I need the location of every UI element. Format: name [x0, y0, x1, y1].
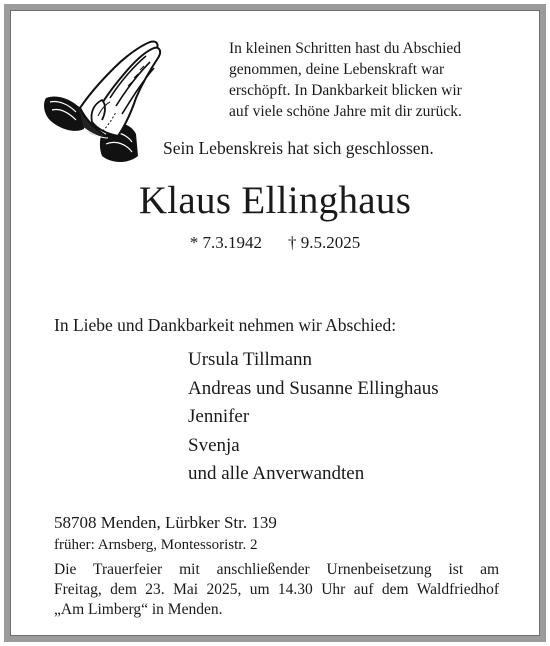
- verse-line: auf viele schöne Jahre mit dir zurück.: [229, 103, 462, 120]
- mourner-name: Svenja: [188, 434, 240, 456]
- memorial-verse: [229, 38, 519, 122]
- funeral-service-notice: [54, 560, 499, 620]
- death-date: † 9.5.2025: [288, 233, 361, 252]
- mourner-name: und alle Anverwandten: [188, 463, 365, 484]
- birth-date: * 7.3.1942: [189, 233, 262, 252]
- mourner-name: Jennifer: [188, 406, 250, 427]
- verse-line: In kleinen Schritten hast du Abschied: [229, 40, 462, 57]
- service-line: „Am Limberg“ in Menden.: [54, 601, 223, 618]
- mourners-list: [188, 346, 439, 489]
- service-line: Die Trauerfeier mit anschließender Urnenbeisetzung ist am: [54, 561, 499, 578]
- mourner-name: Andreas und Susanne Ellinghaus: [188, 377, 439, 399]
- life-dates: [0, 233, 550, 253]
- praying-hands-icon: [40, 38, 166, 168]
- former-address: früher: Arnsberg, Montessoristr. 2: [54, 537, 258, 553]
- deceased-name: Klaus Ellinghaus: [138, 179, 412, 222]
- life-circle-text: Sein Lebenskreis hat sich geschlossen.: [163, 138, 434, 158]
- service-line: Freitag, dem 23. Mai 2025, um 14.30 Uhr auf dem Waldfriedhof: [54, 581, 499, 598]
- mourner-name: Ursula Tillmann: [188, 349, 313, 370]
- verse-line: erschöpft. In Dankbarkeit blicken wir: [229, 82, 462, 99]
- family-address: 58708 Menden, Lürbker Str. 139: [54, 513, 277, 532]
- mourning-intro: In Liebe und Dankbarkeit nehmen wir Abschied:: [54, 315, 397, 335]
- verse-line: genommen, deine Lebenskraft war: [229, 61, 445, 78]
